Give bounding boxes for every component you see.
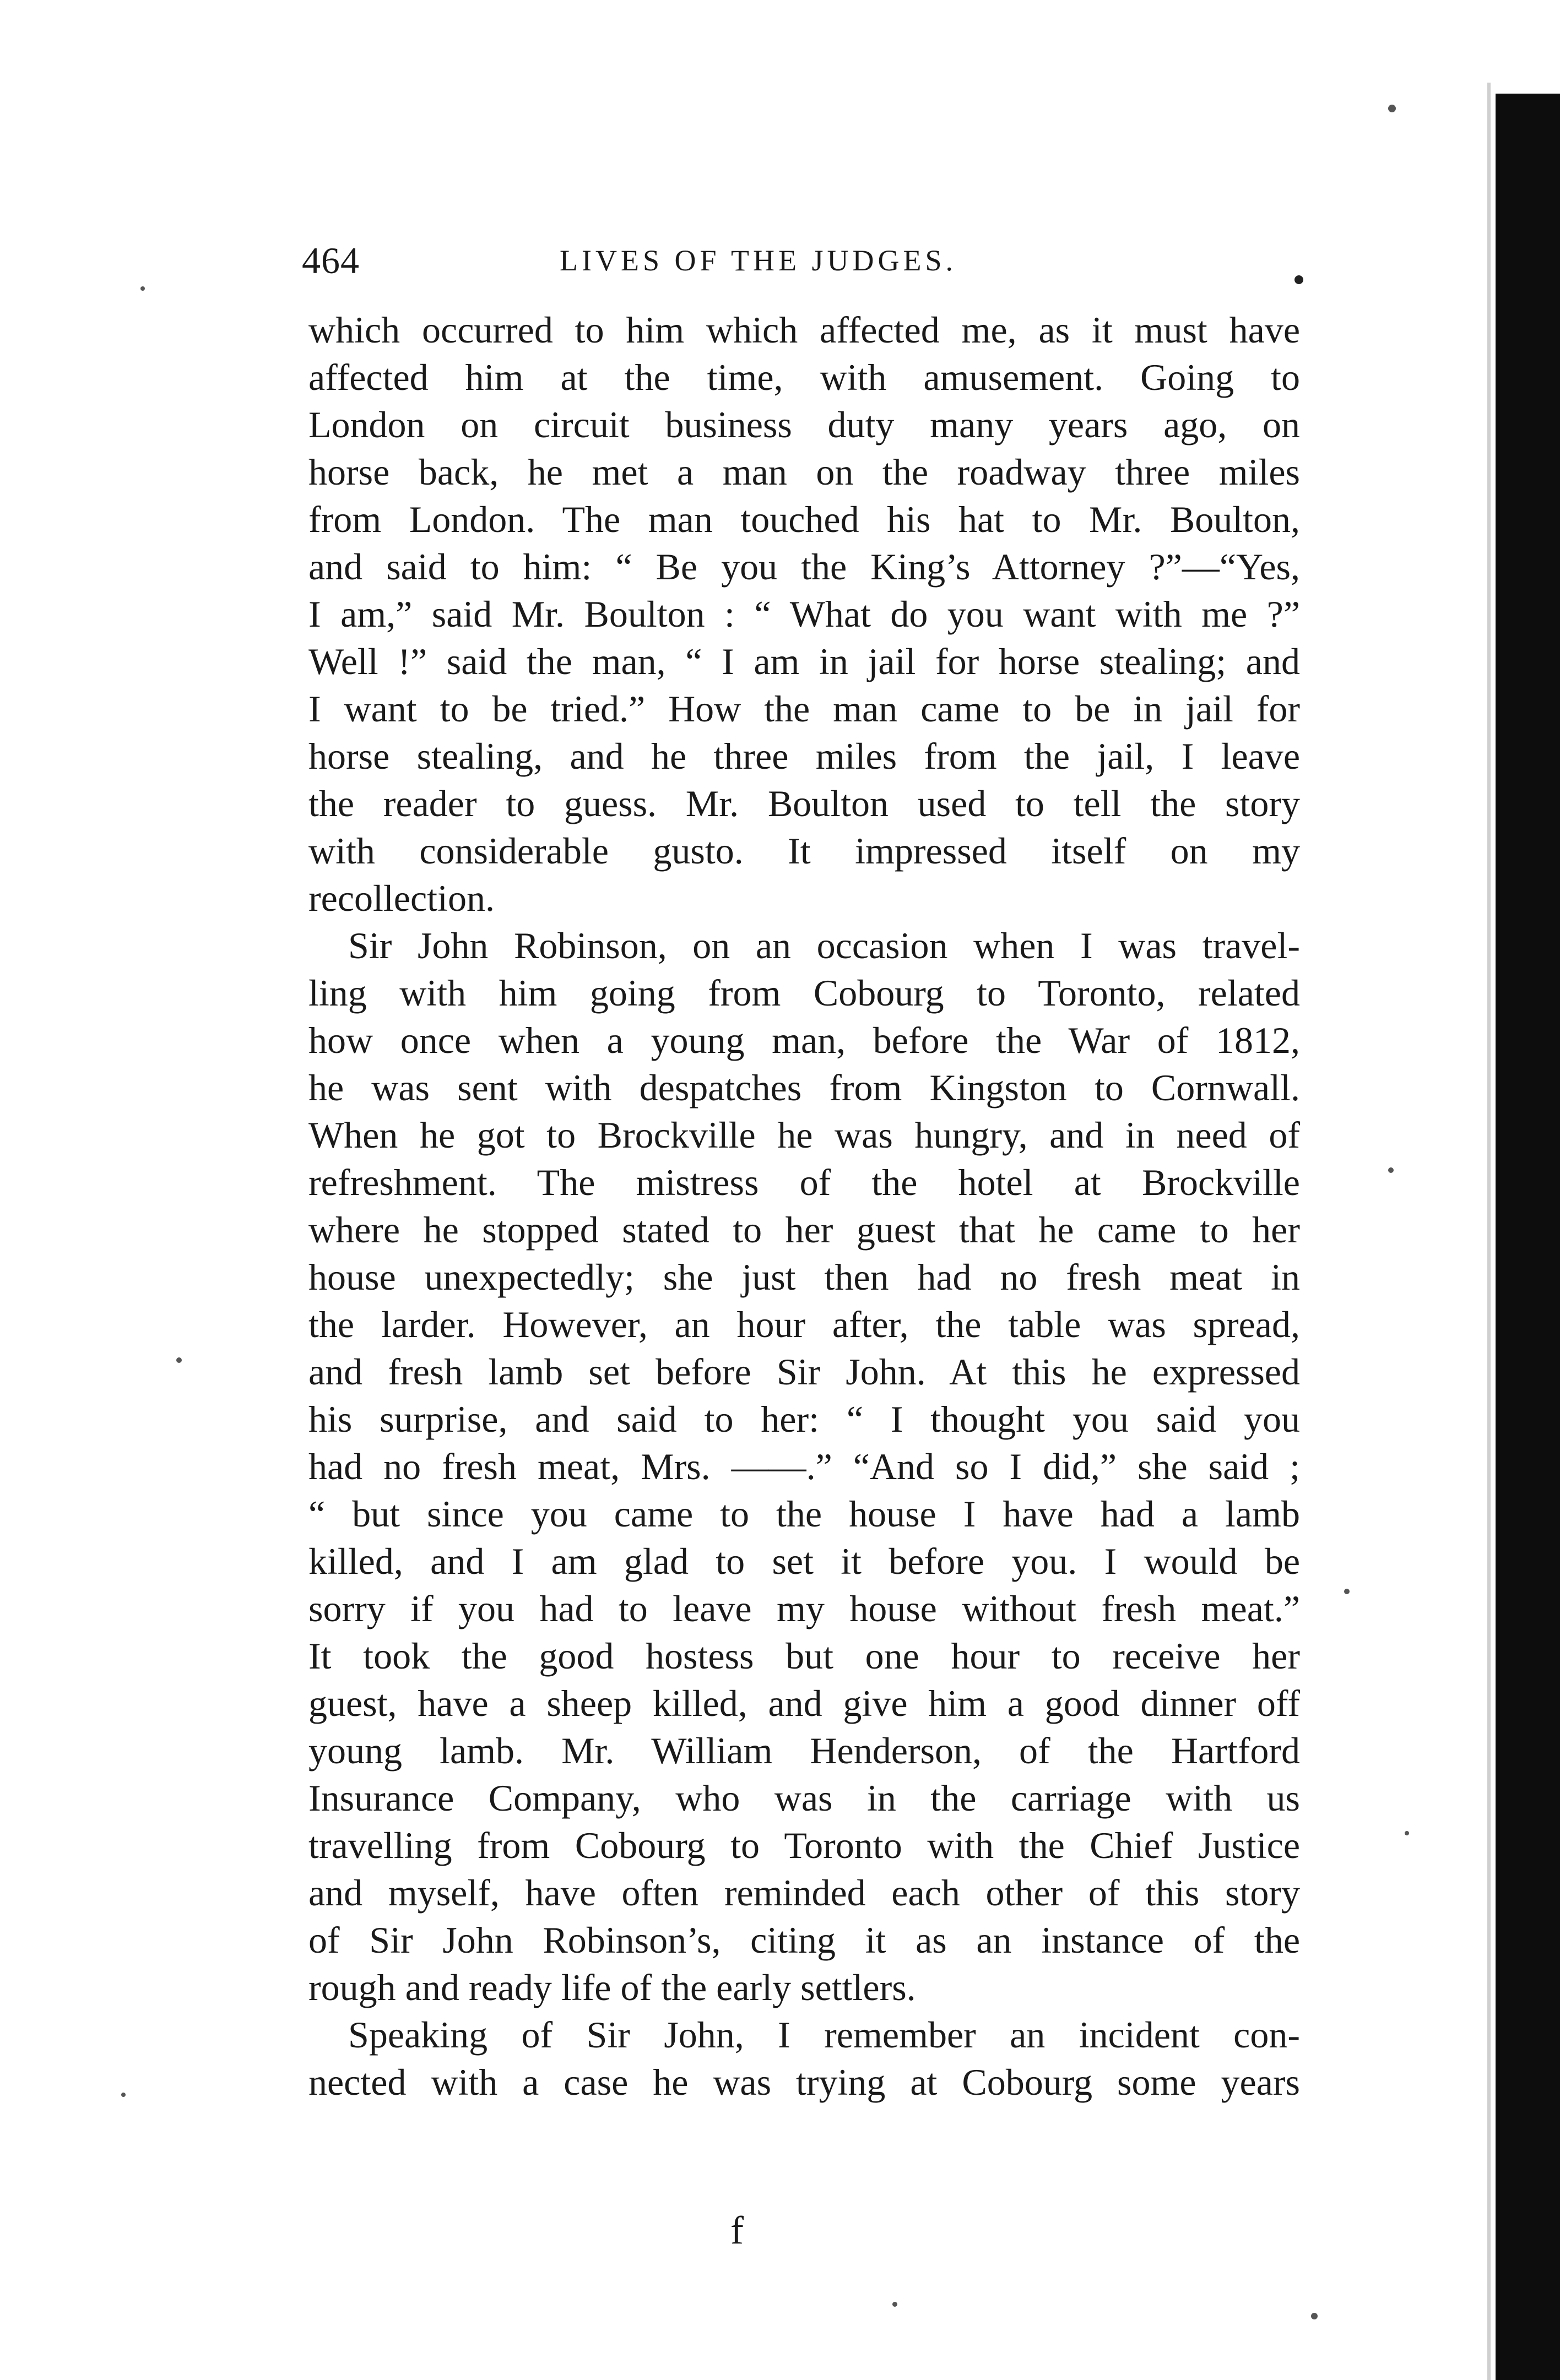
text-line: and fresh lamb set before Sir John. At this he expressed bbox=[308, 1351, 1300, 1393]
text-line: London on circuit business duty many years ago, on bbox=[308, 404, 1300, 445]
text-line: sorry if you had to leave my house without fresh meat.” bbox=[308, 1588, 1300, 1629]
running-title: LIVES OF THE JUDGES. bbox=[560, 244, 957, 277]
text-line: which occurred to him which affected me, as it must have bbox=[308, 309, 1300, 351]
text-line: refreshment. The mistress of the hotel at Brockville bbox=[308, 1161, 1300, 1203]
text-line: young lamb. Mr. William Henderson, of the Hartford bbox=[308, 1730, 1300, 1772]
text-line: the larder. However, an hour after, the table was spread, bbox=[308, 1303, 1300, 1345]
text-line: rough and ready life of the early settlers. bbox=[308, 1966, 916, 2008]
text-line: nected with a case he was trying at Cobourg some years bbox=[308, 2061, 1300, 2103]
text-line: he was sent with despatches from Kingston to Cornwall. bbox=[308, 1067, 1300, 1109]
text-line: had no fresh meat, Mrs. ——.” “And so I did,” she said ; bbox=[308, 1446, 1300, 1487]
text-line: with considerable gusto. It impressed itself on my bbox=[308, 830, 1300, 872]
text-line: Insurance Company, who was in the carriage with us bbox=[308, 1777, 1300, 1819]
text-line: killed, and I am glad to set it before you. I would be bbox=[308, 1540, 1300, 1582]
text-line: how once when a young man, before the War of 1812, bbox=[308, 1019, 1300, 1061]
scan-speck bbox=[121, 2093, 126, 2097]
text-line: recollection. bbox=[308, 877, 495, 919]
text-line: the reader to guess. Mr. Boulton used to tell the story bbox=[308, 783, 1300, 824]
scan-speck bbox=[892, 2302, 897, 2307]
text-line: Sir John Robinson, on an occasion when I was travel- bbox=[348, 925, 1300, 966]
binding-shadow-bar bbox=[1496, 94, 1560, 2380]
body-text bbox=[308, 306, 1300, 2106]
text-line: guest, have a sheep killed, and give him a good dinner off bbox=[308, 1682, 1300, 1724]
text-line: from London. The man touched his hat to Mr. Boulton, bbox=[308, 498, 1300, 540]
text-line: It took the good hostess but one hour to receive her bbox=[308, 1635, 1300, 1677]
text-line: house unexpectedly; she just then had no fresh meat in bbox=[308, 1256, 1300, 1298]
text-line: ling with him going from Cobourg to Toronto, related bbox=[308, 972, 1300, 1014]
scan-speck bbox=[1311, 2313, 1318, 2319]
text-line: travelling from Cobourg to Toronto with the Chief Justice bbox=[308, 1824, 1300, 1866]
text-line: and myself, have often reminded each other of this story bbox=[308, 1872, 1300, 1914]
bottom-mark: f bbox=[730, 2208, 744, 2252]
text-line: Speaking of Sir John, I remember an incident con- bbox=[348, 2014, 1300, 2056]
text-line: I am,” said Mr. Boulton : “ What do you want with me ?” bbox=[308, 593, 1300, 635]
running-head bbox=[302, 236, 1315, 285]
scan-speck bbox=[1344, 1589, 1350, 1594]
text-line: and said to him: “ Be you the King’s Attorney ?”—“Yes, bbox=[308, 546, 1300, 588]
text-line: his surprise, and said to her: “ I thought you said you bbox=[308, 1398, 1300, 1440]
text-line: horse stealing, and he three miles from the jail, I leave bbox=[308, 735, 1300, 777]
text-line: affected him at the time, with amusement. Going to bbox=[308, 356, 1300, 398]
scan-speck bbox=[140, 286, 145, 291]
text-line: “ but since you came to the house I have had a lamb bbox=[308, 1493, 1300, 1535]
scan-speck bbox=[1294, 275, 1303, 284]
scan-speck bbox=[1405, 1831, 1409, 1835]
scan-speck bbox=[1388, 1167, 1394, 1173]
text-line: Well !” said the man, “ I am in jail for horse stealing; and bbox=[308, 640, 1300, 682]
text-line: I want to be tried.” How the man came to be in jail for bbox=[308, 688, 1300, 730]
text-line: When he got to Brockville he was hungry, and in need of bbox=[308, 1114, 1300, 1156]
page-number: 464 bbox=[302, 240, 360, 281]
scan-speck bbox=[176, 1357, 182, 1363]
text-line: where he stopped stated to her guest that he came to her bbox=[308, 1209, 1300, 1251]
text-line: of Sir John Robinson’s, citing it as an instance of the bbox=[308, 1919, 1300, 1961]
page-edge-shadow bbox=[1487, 83, 1491, 2380]
scan-speck bbox=[1388, 105, 1396, 112]
text-line: horse back, he met a man on the roadway three miles bbox=[308, 451, 1300, 493]
